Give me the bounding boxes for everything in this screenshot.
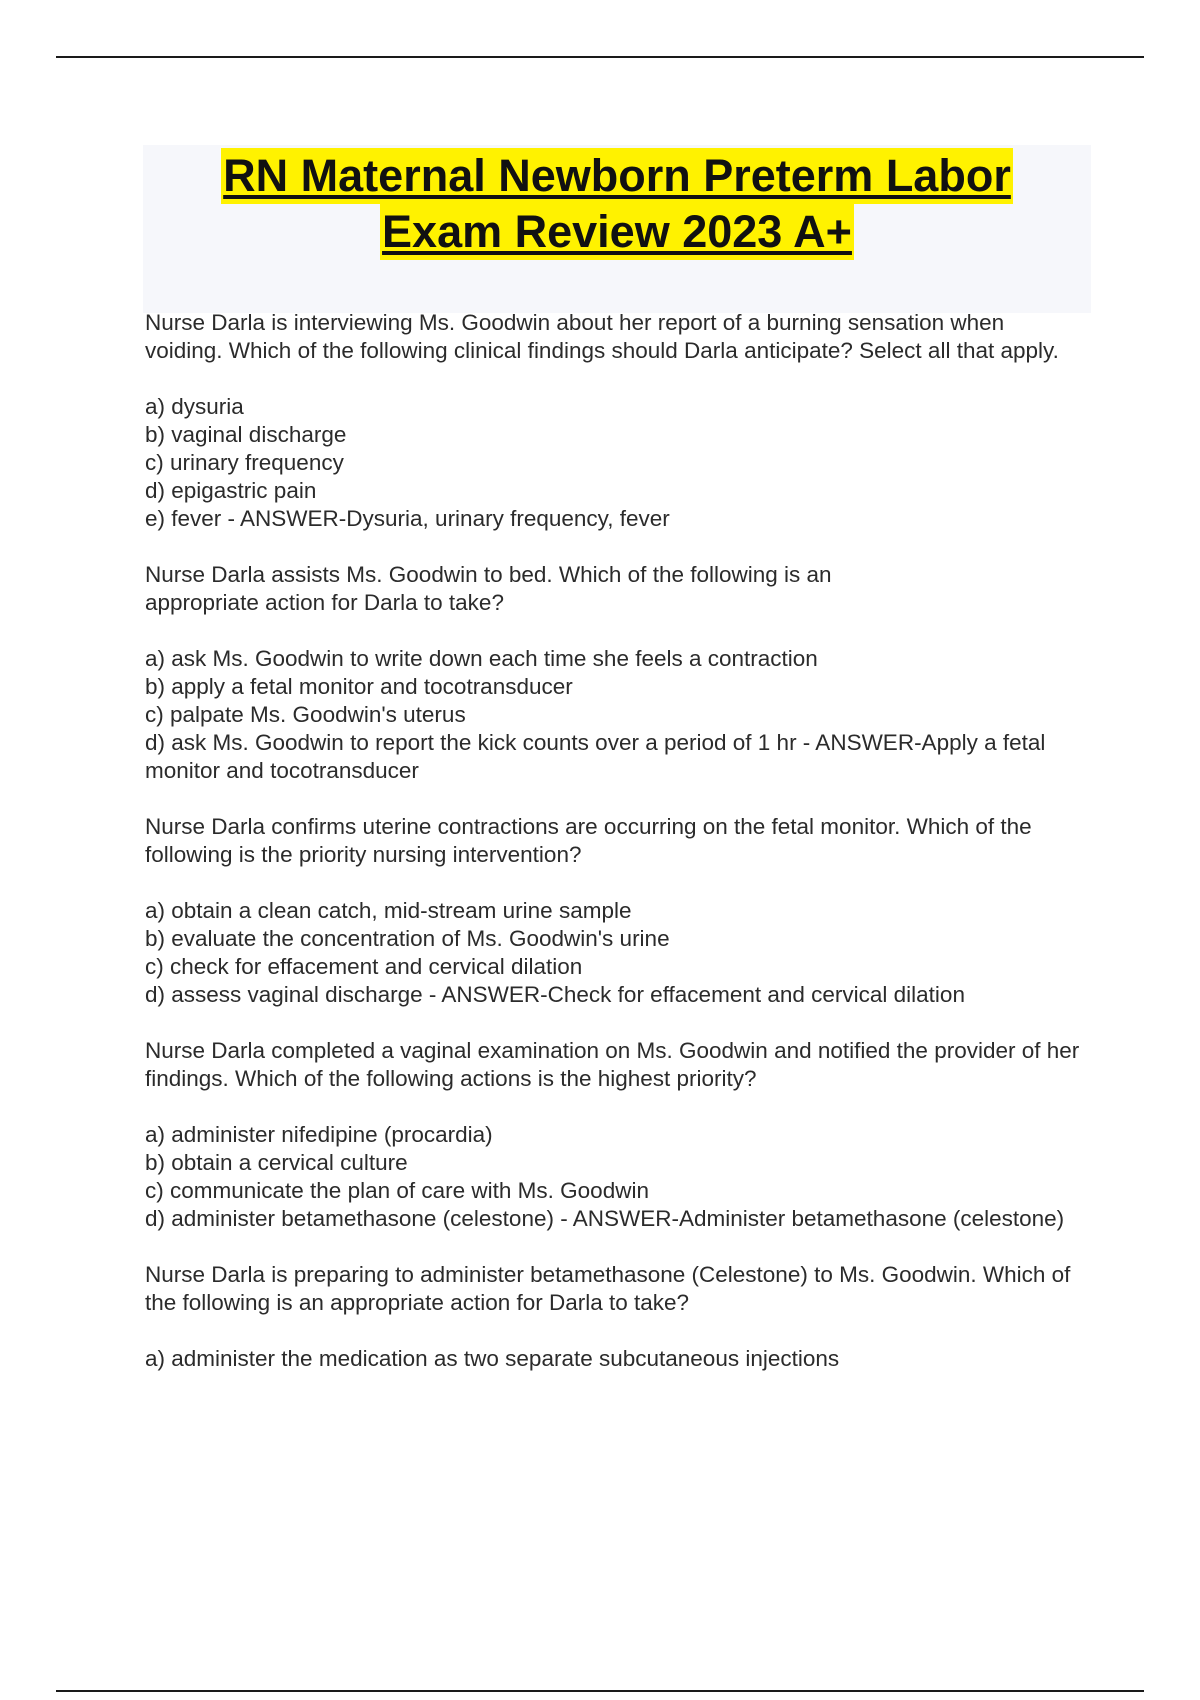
option-item: b) obtain a cervical culture	[145, 1150, 408, 1175]
option-item: a) administer nifedipine (procardia)	[145, 1122, 493, 1147]
title-block	[143, 145, 1091, 313]
option-item: a) ask Ms. Goodwin to write down each time she feels a contraction	[145, 646, 818, 671]
page-title-line-2: Exam Review 2023 A+	[380, 204, 854, 260]
question-block	[145, 309, 1085, 533]
option-list	[145, 645, 1085, 785]
page-title-line-1: RN Maternal Newborn Preterm Labor	[221, 148, 1013, 204]
option-item: e) fever - ANSWER-Dysuria, urinary frequency, fever	[145, 506, 670, 531]
question-block	[145, 813, 1085, 1009]
question-stem: Nurse Darla confirms uterine contractions are occurring on the fetal monitor. Which of the following is the priority nursing intervention?	[145, 814, 1032, 867]
question-block	[145, 1037, 1085, 1233]
bottom-rule	[56, 1690, 1144, 1692]
option-item: a) administer the medication as two separate subcutaneous injections	[145, 1346, 840, 1371]
question-stem: Nurse Darla completed a vaginal examination on Ms. Goodwin and notified the provider of her findings. Which of the following actions is the highest priority?	[145, 1038, 1080, 1091]
option-list	[145, 1345, 1085, 1373]
option-list	[145, 1121, 1085, 1233]
option-item: d) administer betamethasone (celestone) - ANSWER-Administer betamethasone (celestone)	[145, 1206, 1065, 1231]
option-item: b) vaginal discharge	[145, 422, 347, 447]
question-stem: Nurse Darla is interviewing Ms. Goodwin about her report of a burning sensation when voiding. Which of the following clinical findings should Darla anticipate? Select all that apply.	[145, 310, 1059, 363]
option-item: d) assess vaginal discharge - ANSWER-Check for effacement and cervical dilation	[145, 982, 965, 1007]
option-item: c) check for effacement and cervical dilation	[145, 954, 583, 979]
option-list	[145, 897, 1085, 1009]
option-item: c) palpate Ms. Goodwin's uterus	[145, 702, 466, 727]
option-item: a) obtain a clean catch, mid-stream urine sample	[145, 898, 632, 923]
option-item: d) epigastric pain	[145, 478, 317, 503]
question-block	[145, 561, 1085, 785]
question-stem: Nurse Darla is preparing to administer betamethasone (Celestone) to Ms. Goodwin. Which of the following is an appropriate action for Darla to take?	[145, 1262, 1071, 1315]
option-item: c) urinary frequency	[145, 450, 344, 475]
document-body	[145, 309, 1085, 1373]
top-rule	[56, 56, 1144, 58]
option-item: a) dysuria	[145, 394, 244, 419]
question-stem: Nurse Darla assists Ms. Goodwin to bed. Which of the following is an appropriate action for Darla to take?	[145, 562, 832, 615]
option-list	[145, 393, 1085, 533]
option-item: b) evaluate the concentration of Ms. Goodwin's urine	[145, 926, 670, 951]
option-item: d) ask Ms. Goodwin to report the kick counts over a period of 1 hr - ANSWER-Apply a fetal monitor and tocotransducer	[145, 730, 1046, 783]
option-item: b) apply a fetal monitor and tocotransducer	[145, 674, 573, 699]
question-block	[145, 1261, 1085, 1373]
option-item: c) communicate the plan of care with Ms. Goodwin	[145, 1178, 649, 1203]
